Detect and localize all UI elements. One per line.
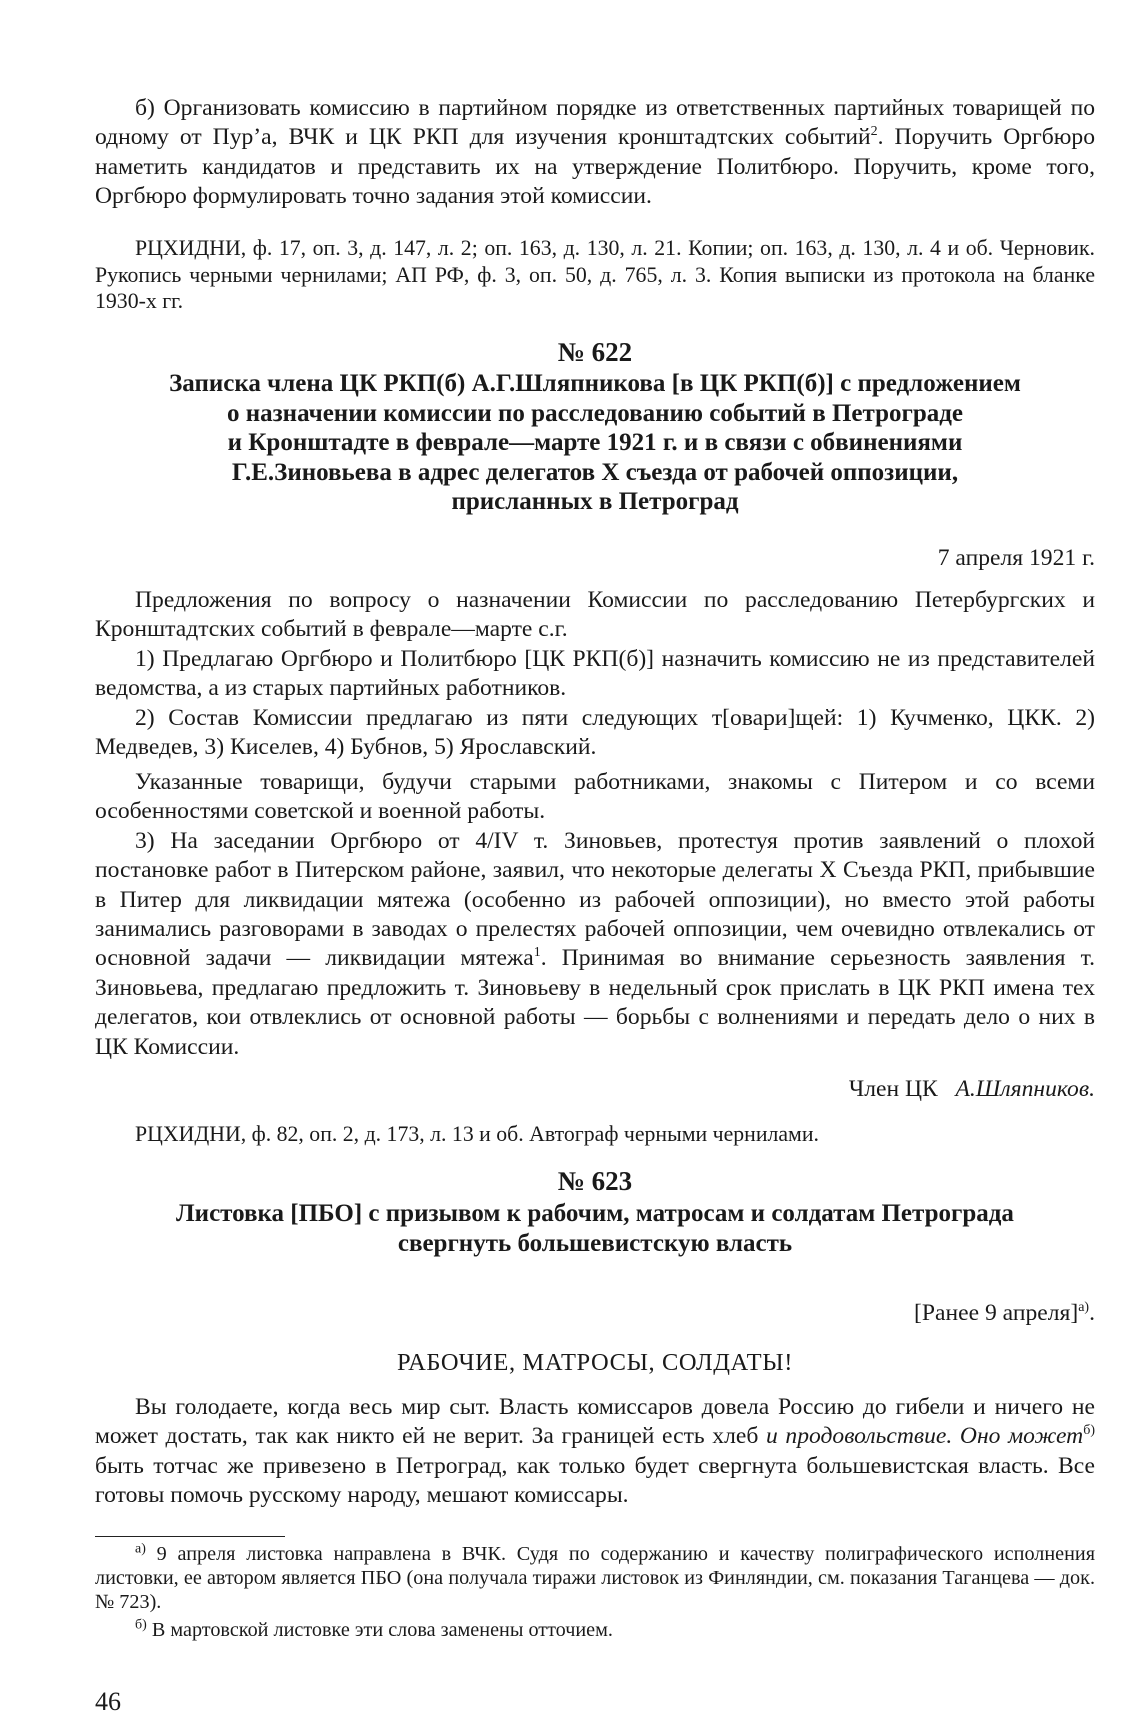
doc623-number: № 623 [557,1166,633,1196]
doc622-signature [95,1075,1095,1104]
doc622-title-line: Г.Е.Зиновьева в адрес делегатов X съезда от рабочей оппозиции, [231,458,959,486]
doc622-date: 7 апреля 1921 г. [937,545,1095,571]
footnote: $^{б)}$ В мартовской листовке эти слова заменены отточием. [135,1616,613,1641]
doc622-paragraph: 1) Предлагаю Оргбюро и Политбюро [ЦК РКП(б)] назначить комиссию не из представителей ведомства, а из старых партийных работников. [95,645,1095,702]
doc622-title-line: и Кронштадте в феврале—марте 1921 г. и в связи с обвинениями [227,429,963,456]
doc622-archive-reference: РЦХИДНИ, ф. 82, оп. 2, д. 173, л. 13 и об. Автограф черными чернилами. [135,1122,819,1146]
doc623-appeal-heading: РАБОЧИЕ, МАТРОСЫ, СОЛДАТЫ! [397,1349,793,1376]
doc622-paragraph: 2) Состав Комиссии предлагаю из пяти следующих т[овари]щей: 1) Кучменко, ЦКК. 2) Медведев, 3) Киселев, 4) Бубнов, 5) Ярославский. [95,704,1095,761]
doc621-paragraph-b: б) Организовать комиссию в партийном порядке из ответственных партийных товарищей по одному от Пур’а, ВЧК и ЦК РКП для изучения кронштадтских событий$^2$. Поручить Оргбюро наметить кандидатов и представить их на утверждение Политбюро. Поручить, кроме того, Оргбюро формулировать точно задания этой комиссии. [95,95,1095,210]
doc622-title-line: присланных в Петроград [451,488,739,515]
doc622-paragraph: Предложения по вопросу о назначении Комиссии по расследованию Петербургских и Кронштадтских событий в феврале—марте с.г. [95,587,1095,643]
footnote-separator [95,1536,285,1537]
doc622-number: № 622 [557,337,633,367]
doc622-paragraph: Указанные товарищи, будучи старыми работниками, знакомы с Питером и со всеми особенностями советской и военной работы. [95,769,1095,825]
signature-name: А.Шляпников. [955,1076,1095,1102]
doc622-title-line: Записка члена ЦК РКП(б) А.Г.Шляпникова [в ЦК РКП(б)] с предложением [169,370,1021,397]
doc622-title-line: о назначении комиссии по расследованию событий в Петрограде [226,399,963,427]
doc623-title-line: Листовка [ПБО] с призывом к рабочим, матросам и солдатам Петрограда [176,1200,1014,1227]
footnotes [95,1542,1095,1642]
doc622-body [95,586,1095,762]
footnote: $^{а)}$ 9 апреля листовка направлена в ВЧК. Судя по содержанию и качеству полиграфического исполнения листовки, ее автором является ПБО (она получала тиражи листовок из Финляндии, см. показания Таганцева — док. № 723). [95,1541,1095,1614]
doc623-body: Вы голодаете, когда весь мир сыт. Власть комиссаров довела Россию до гибели и ничего не может достать, так как никто ей не верит. За границей есть хлеб и продовольствие. Оно может$^{б)}$ быть тотчас же привезено в Петроград, как только будет свергнута большевистская власть. Все готовы помочь русскому народу, мешают комиссары. [95,1394,1095,1509]
doc623-title-line: свергнуть большевистскую власть [397,1229,793,1257]
doc622-title [95,369,1095,517]
doc621-ending [95,94,1095,212]
signature-role: Член ЦК [848,1076,938,1102]
page-number: 46 [95,1687,121,1716]
doc623-date: [Ранее 9 апреля]$^{а)}$. [914,1300,1095,1326]
doc622-paragraph: 3) На заседании Оргбюро от 4/IV т. Зиновьев, протестуя против заявлений о плохой постановке работ в Питерском районе, заявил, что некоторые делегаты X Съезда РКП, прибывшие в Питер для ликвидации мятежа (особенно из рабочей оппозиции), но вместо этой работы занимались разговорами в заводах о прелестях рабочей оппозиции, чем очевидно отвлекались от основной задачи — ликвидации мятежа$^1$. Принимая во внимание серьезность заявления т. Зиновьева, предлагаю предложить т. Зиновьеву в недельный срок прислать в ЦК РКП имена тех делегатов, кои отвлеклись от основной работы — борьбы с волнениями и передать дело о них в ЦК Комиссии. [95,827,1096,1060]
doc623-title [95,1199,1095,1258]
doc621-archive-reference: РЦХИДНИ, ф. 17, оп. 3, д. 147, л. 2; оп. 163, д. 130, л. 21. Копии; оп. 163, д. 130, л. 4 и об. Черновик. Рукопись черными чернилами; АП РФ, ф. 3, оп. 50, д. 765, л. 3. Копия выписки из протокола на бланке 1930-х гг. [95,236,1095,314]
